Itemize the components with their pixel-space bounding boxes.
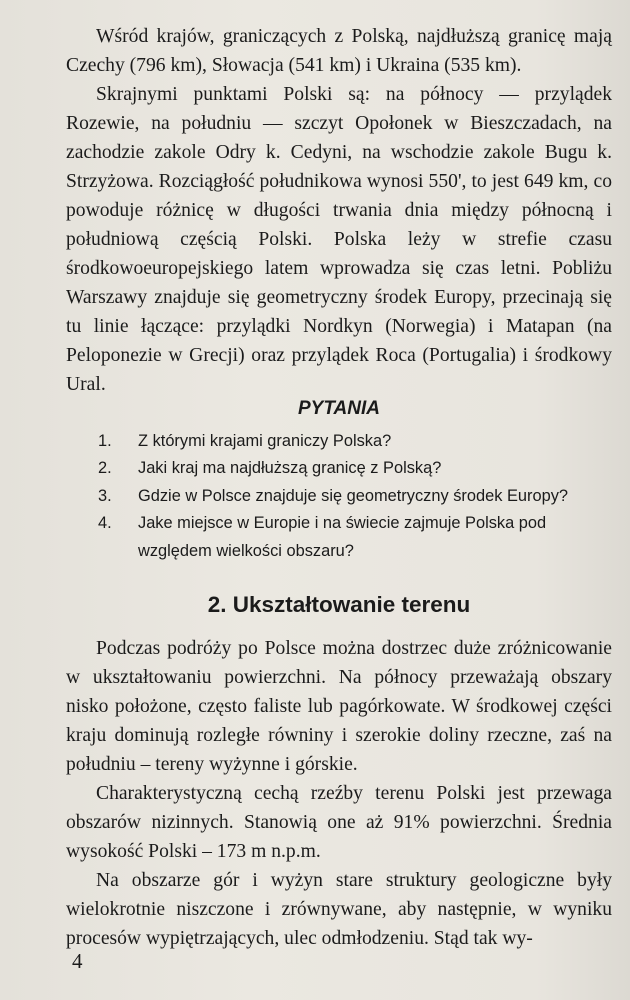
intro-text-block [66, 22, 612, 399]
question-item [98, 428, 618, 455]
questions-heading: PYTANIA [298, 398, 380, 419]
question-number: 2. [98, 459, 112, 478]
question-text: Jake miejsce w Europie i na świecie zajmuje Polska pod względem wielkości obszaru? [138, 514, 547, 560]
question-text: Jaki kraj ma najdłuższą granicę z Polską? [138, 459, 442, 478]
question-item [98, 455, 618, 482]
paragraph-mountains: Na obszarze gór i wyżyn stare struktury geologiczne były wielokrotnie niszczone i zrównywane, aby następnie, w wyniku procesów wypiętrzających, ulec odmłodzeniu. Stąd tak wy- [66, 870, 612, 949]
paragraph-borders: Wśród krajów, graniczących z Polską, najdłuższą granicę mają Czechy (796 km), Słowacja (541 km) i Ukraina (535 km). [66, 26, 612, 76]
question-text: Gdzie w Polsce znajduje się geometryczny środek Europy? [138, 486, 569, 505]
question-number: 1. [98, 432, 112, 450]
section-text-block [66, 634, 612, 953]
question-number: 4. [98, 514, 112, 533]
paragraph-relief-overview: Podczas podróży po Polsce można dostrzec duże zróżnicowanie w ukształtowaniu powierzchni. Na północy przeważają obszary nisko położone, często faliste lub pagórkowate. W środkowej części kraju dominują rozległe równiny i szerokie doliny rzeczne, zaś na południu – tereny wyżynne i górskie. [66, 638, 612, 775]
question-item [98, 510, 618, 565]
question-item [98, 483, 618, 510]
question-text: Z którymi krajami graniczy Polska? [138, 432, 392, 450]
section-title: 2. Ukształtowanie terenu [207, 592, 471, 617]
paragraph-lowlands: Charakterystyczną cechą rzeźby terenu Polski jest przewaga obszarów nizinnych. Stanowią one aż 91% powierzchni. Średnia wysokość Polski – 173 m n.p.m. [66, 783, 612, 862]
question-number: 3. [98, 486, 112, 505]
questions-list [98, 428, 618, 565]
paragraph-extreme-points: Skrajnymi punktami Polski są: na północy — przylądek Rozewie, na południu — szczyt Opołonek w Bieszczadach, na zachodzie zakole Odry k. Cedyni, na wschodzie zakole Bugu k. Strzyżowa. Rozciągłość południkowa wynosi 550', to jest 649 km, co powoduje różnicę w długości trwania dnia między północną i południową częścią Polski. Polska leży w strefie czasu środkowoeuropejskiego latem wprowadza się czas letni. Pobliżu Warszawy znajduje się geometryczny środek Europy, przecinają się tu linie łączące: przylądki Nordkyn (Norwegia) i Matapan (na Peloponezie w Grecji) oraz przylądek Roca (Portugalia) i środkowy Ural. [66, 84, 612, 395]
page-number: 4 [72, 949, 83, 973]
